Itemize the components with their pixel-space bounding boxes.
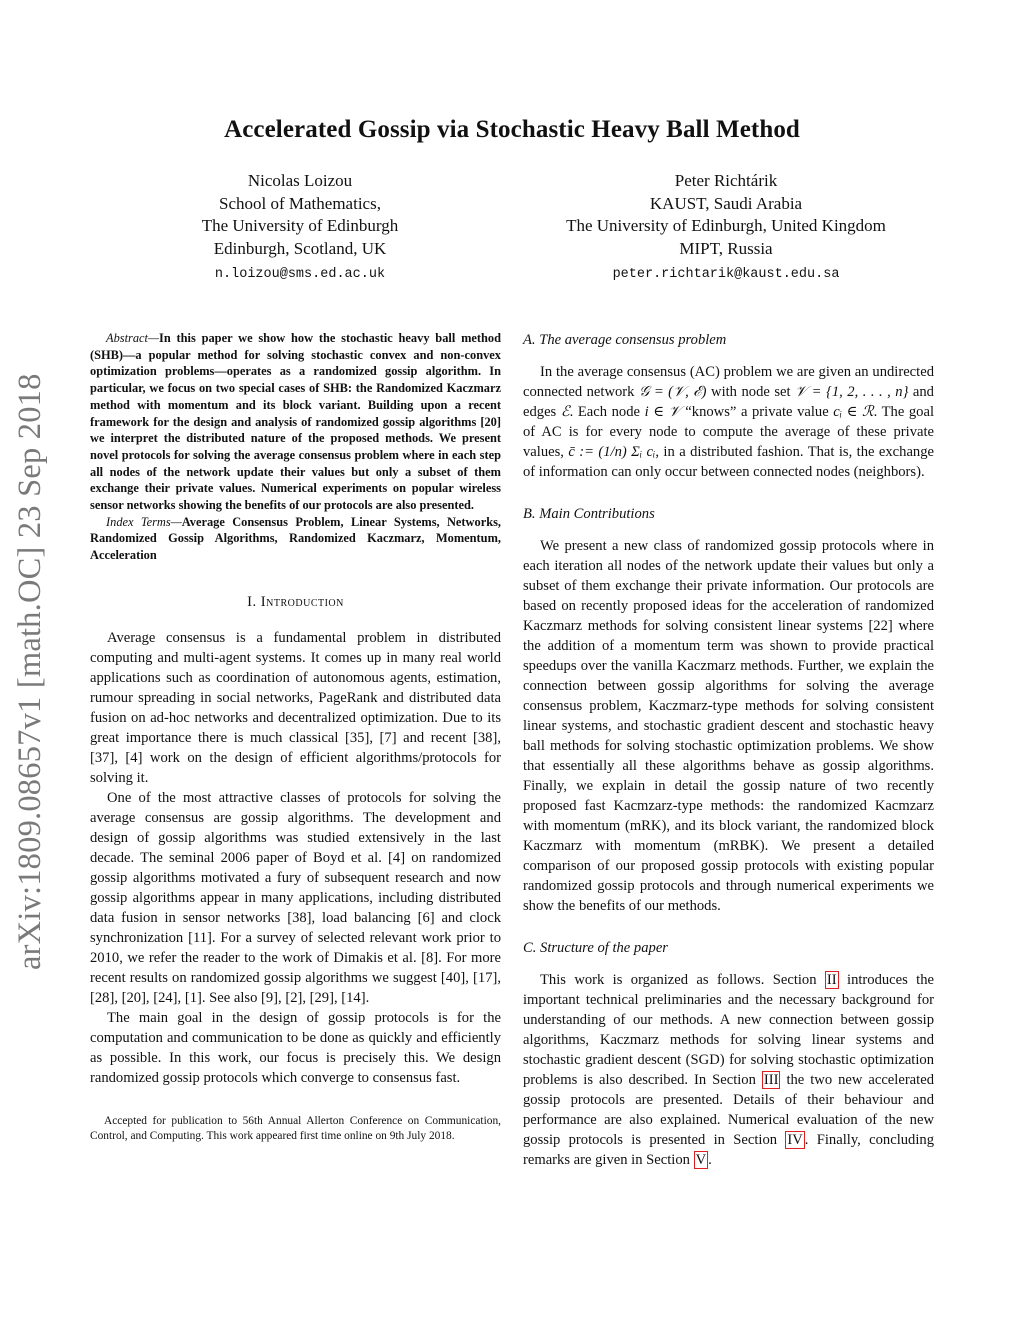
section-ref-link[interactable]: V xyxy=(695,1152,707,1168)
author-email[interactable]: peter.richtarik@kaust.edu.sa xyxy=(612,267,840,282)
author-name: Nicolas Loizou xyxy=(247,171,353,190)
intro-paragraph: One of the most attractive classes of protocols for solving the average consensus are gossip algorithms. The development and design of gossip algorithms was studied extensively in the last decade. The seminal 2006 paper of Boyd et al. [4] on randomized gossip algorithms motivated a fury of subsequent research and now gossip algorithms appear in many applications, including distributed data fusion in sensor networks [38], load balancing [6] and clock synchronization [11]. For a survey of selected relevant work prior to 2010, we refer the reader to the work of Dimakis et al. [8]. For more recent results on randomized gossip algorithms we suggest [40], [17], [28], [20], [24], [1]. See also [9], [2], [29], [14]. xyxy=(90,789,501,1006)
math-private-value: cᵢ ∈ ℛ xyxy=(833,404,874,420)
math-node-i: i ∈ 𝒱 xyxy=(644,404,681,420)
author-email[interactable]: n.loizou@sms.ed.ac.uk xyxy=(214,267,386,282)
section-ref-link[interactable]: III xyxy=(763,1072,779,1088)
author-affiliation: MIPT, Russia xyxy=(679,238,773,258)
subsection-heading-structure: C. Structure of the paper xyxy=(523,940,668,956)
footnote: Accepted for publication to 56th Annual Allerton Conference on Communication, Control, and Computing. This work appeared first time online on 9th July 2018. xyxy=(90,1114,501,1143)
math-average: c̄ := (1/n) Σᵢ cᵢ xyxy=(568,444,656,460)
intro-paragraph: The main goal in the design of gossip protocols is for the computation and communication to be done as quickly and efficiently as possible. In this work, our focus is precisely this. We design randomized gossip protocols which converge to consensus fast. xyxy=(90,1009,501,1086)
section-heading-introduction: I. Introduction xyxy=(247,593,344,610)
section-a-paragraph: In the average consensus (AC) problem we are given an undirected connected network 𝒢 = (𝒱, ℰ) with node set 𝒱 = {1, 2, . . . , n} and edges ℰ. Each node i ∈ 𝒱 “knows” a private value cᵢ ∈ ℛ. The goal of AC is for every node to compute the average of these private values, c̄ := (1/n) Σᵢ cᵢ, in a distributed fashion. That is, the exchange of information can only occur between connected nodes (neighbors). xyxy=(523,364,935,480)
math-edges: ℰ xyxy=(560,404,570,420)
author-name: Peter Richtárik xyxy=(674,171,778,190)
section-b-paragraph: We present a new class of randomized gossip protocols where in each iteration all nodes of the network update their values but only a subset of them exchange their private information. Our protocols are based on recently proposed ideas for the acceleration of randomized Kaczmarz methods for solving consistent linear systems [22] where the addition of a momentum term was shown to provide practical speedups over the vanilla Kaczmarz methods. Further, we explain the connection between gossip algorithms for solving the average consensus problem, Kaczmarz-type methods for solving consistent linear systems, and stochastic gradient descent and stochastic heavy ball methods for solving stochastic optimization problems. We show that essentially all these algorithms behave as gossip algorithms. Finally, we explain in detail the gossip nature of two recently proposed fast Kacmzarz-type methods: the randomized Kacmzarz with momentum (mRK), and its block variant, the randomized block Kaczmarz with momentum (mRBK). We present a detailed comparison of our proposed gossip protocols with existing popular randomized gossip protocols and through numerical experiments we show the benefits of our methods. xyxy=(523,538,934,914)
section-ref-link[interactable]: II xyxy=(826,972,837,988)
math-graph: 𝒢 = (𝒱, ℰ) xyxy=(638,384,707,400)
author-block-richtarik xyxy=(540,170,912,287)
author-affiliation: KAUST, Saudi Arabia xyxy=(649,193,803,213)
math-node-set: 𝒱 = {1, 2, . . . , n} xyxy=(795,384,909,400)
subsection-heading-main-contributions: B. Main Contributions xyxy=(523,506,655,522)
subsection-heading-average-consensus: A. The average consensus problem xyxy=(523,332,727,348)
right-column xyxy=(523,330,934,1170)
index-terms-text: Average Consensus Problem, Linear Systems, Networks, Randomized Gossip Algorithms, Randomized Kaczmarz, Momentum, Acceleration xyxy=(90,514,502,563)
abstract-text: In this paper we show how the stochastic heavy ball method (SHB)—a popular method for solving stochastic convex and non-convex optimization problems—operates as a randomized gossip algorithm. In particular, we focus on two special cases of SHB: the Randomized Kaczmarz method with momentum and its block variant. Building upon a recent framework for the design and analysis of randomized gossip algorithms [20] we interpret the distributed nature of the proposed methods. We present novel protocols for solving the average consensus problem where in each step all nodes of the network update their values but only a subset of them exchange their private values. Numerical experiments on popular wireless sensor networks showing the benefits of our protocols are also presented. xyxy=(90,331,501,513)
author-affiliation: The University of Edinburgh xyxy=(201,216,399,235)
section-ref-link[interactable]: IV xyxy=(787,1132,803,1148)
left-column xyxy=(90,330,501,1145)
arxiv-stamp: arXiv:1809.08657v1 [math.OC] 23 Sep 2018 xyxy=(12,373,48,970)
author-block-loizou xyxy=(150,170,450,287)
index-terms-label: Index Terms— xyxy=(106,514,182,529)
abstract-label: Abstract— xyxy=(106,331,160,345)
intro-paragraph: Average consensus is a fundamental problem in distributed computing and multi-agent systems. It comes up in many real world applications such as coordination of autonomous agents, estimation, rumour spreading in social networks, PageRank and distributed data fusion on ad-hoc networks and decentralized optimization. Due to its great importance there is much classical [35], [7] and recent [38], [37], [4] work on the design of efficient algorithms/protocols for solving it. xyxy=(90,629,501,786)
author-affiliation: School of Mathematics, xyxy=(219,193,381,213)
abstract xyxy=(90,330,501,564)
paper-title: Accelerated Gossip via Stochastic Heavy Ball Method xyxy=(224,116,800,143)
section-c-paragraph: This work is organized as follows. Section II introduces the important technical preliminaries and the necessary background for understanding of our methods. A new connection between gossip algorithms, Kaczmarz methods for solving linear systems and stochastic gradient descent (SGD) for solving stochastic optimization problems is also described. In Section III the two new accelerated gossip protocols are presented. Details of their behaviour and performance are also explained. Numerical evaluation of the new gossip protocols is presented in Section IV . Finally, concluding remarks are given in Section V . xyxy=(523,972,935,1168)
author-affiliation: The University of Edinburgh, United Kingdom xyxy=(566,216,886,235)
author-affiliation: Edinburgh, Scotland, UK xyxy=(213,238,387,258)
